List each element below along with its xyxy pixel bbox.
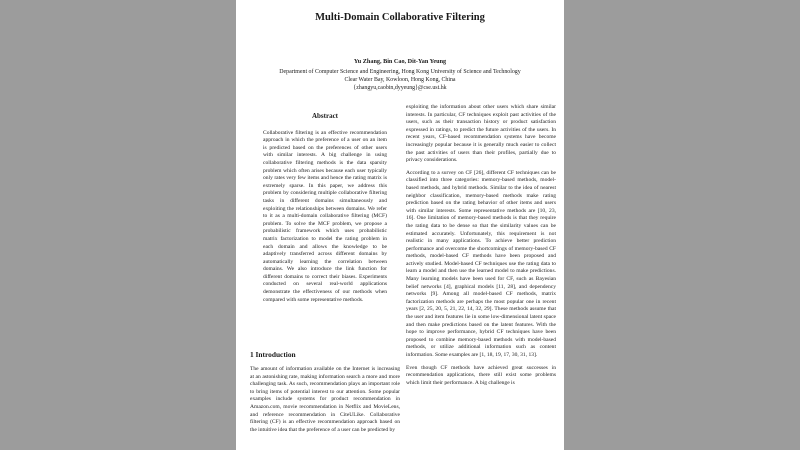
abstract-text: Collaborative filtering is an effective recommendation approach in which the preference of a user on an item is predicted based on the preferences of other users with similar interests. A big challenge in using collaborative filtering methods is the data sparsity problem which often arises because each user typically only rates very few items and hence the rating matrix is extremely sparse. In this paper, we address this problem by considering multiple collaborative filtering tasks in different domains simultaneously and exploiting the relationships between domains. We refer to it as a multi-domain collaborative filtering (MCF) problem. To solve the MCF problem, we propose a probabilistic framework which uses probabilistic matrix factorization to model the rating problem in each domain and allows the knowledge to be adaptively transferred across different domains by automatically learning the correlation between domains. We also introduce the link function for different domains to correct their biases. Experiments conducted on several real-world applications demonstrate the effectiveness of our methods when compared with some representative methods. [263, 129, 387, 303]
right-paragraph-1: exploiting the information about other users which share similar interests. In particular, CF techniques exploit past activities of the users, such as their transaction history or product satisfaction expressed in ratings, to predict the future activities of the users. In recent years, CF-based recommendation systems have become increasingly popular because it is generally much easier to collect the past activities of users than their profiles, partially due to privacy considerations. [406, 104, 556, 164]
abstract-section [250, 113, 400, 304]
right-paragraph-3: Even though CF methods have achieved great successes in recommendation applications, there still exist some problems which limit their performance. A big challenge is [406, 364, 556, 386]
right-paragraph-2: According to a survey on CF [26], different CF techniques can be classified into three categories: memory-based methods, model-based methods, and hybrid methods. Similar to the idea of nearest neighbor classification, memory-based methods make rating prediction based on the rating behavior of other items and users with similar interests. Some representative methods are [10, 23, 16]. One limitation of memory-based methods is that they require the rating data to be dense so that the similarity values can be estimated accurately. Unfortunately, this requirement is not realistic in many applications. To achieve better prediction performance and overcome the shortcomings of memory-based CF methods, model-based CF methods have been proposed and actively studied. Model-based CF techniques use the rating data to learn a model and then use the learned model to make predictions. Many learning models have been used for CF, such as Bayesian belief networks [4], graphical models [11, 28], and dependency networks [9]. Among all model-based CF methods, matrix factorization methods are perhaps the most popular one in recent years [2, 25, 20, 5, 21, 22, 14, 32, 29]. These methods assume that the user and item features lie in some low-dimensional latent space and then make predictions based on the latent features. With the hope to improve performance, hybrid CF techniques have been proposed to combine memory-based methods with model-based methods, or utilize additional information such as content information. Some examples are [1, 18, 19, 17, 30, 31, 13]. [406, 169, 556, 358]
introduction-paragraph: The amount of information available on the Internet is increasing at an astonishing rate, making information search a more and more challenging task. As such, recommendation plays an important role to bring items of potential interest to our attention. Some popular examples include systems for product recommendation in Amazon.com, movie recommendation in Netflix and MovieLens, and reference recommendation in CiteULike. Collaborative filtering (CF) is an effective recommendation approach based on the intuitive idea that the preference of a user can be predicted by [250, 366, 400, 433]
introduction-section [250, 366, 400, 434]
right-column [406, 104, 556, 387]
introduction-heading: 1 Introduction [250, 350, 296, 359]
abstract-heading: Abstract [311, 112, 339, 120]
affiliation-department: Department of Computer Science and Engineering, Hong Kong University of Science and Technology [279, 69, 521, 75]
paper-page [236, 0, 564, 450]
affiliation-email: {zhangyu,caobin,dyyeung}@cse.ust.hk [353, 85, 447, 91]
author-list: Yu Zhang, Bin Cao, Dit-Yan Yeung [353, 58, 447, 65]
affiliation-address: Clear Water Bay, Kowloon, Hong Kong, China [344, 77, 456, 83]
paper-title: Multi-Domain Collaborative Filtering [315, 12, 485, 23]
